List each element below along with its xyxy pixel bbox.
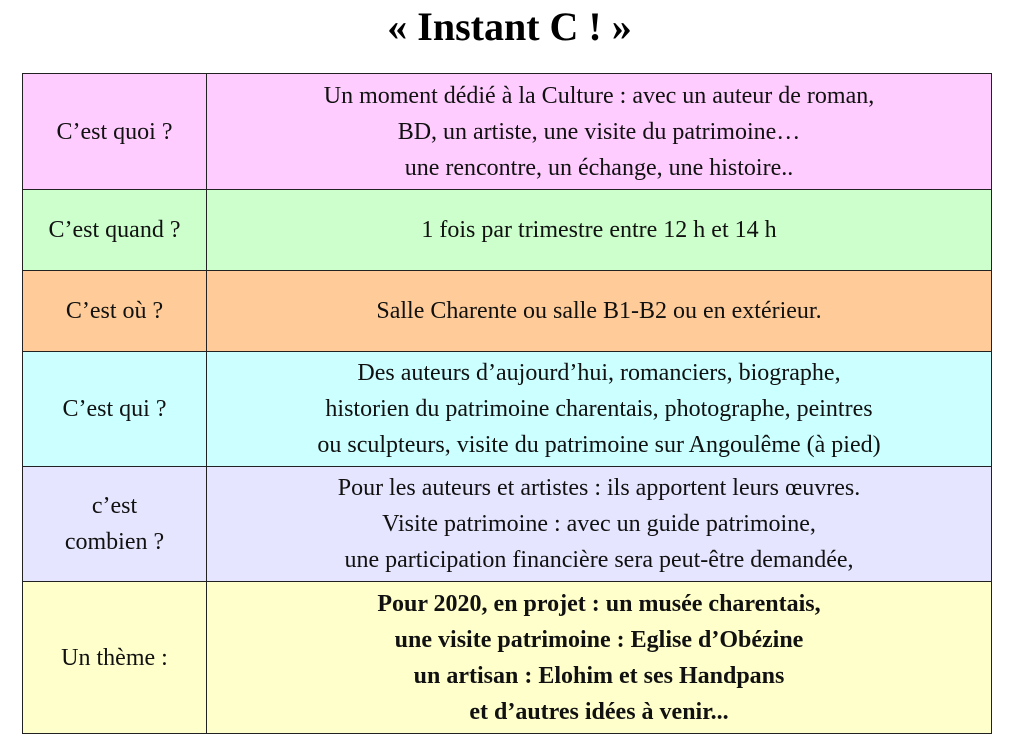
row-theme-value [207, 582, 992, 734]
row-when-value [207, 190, 992, 271]
row-where-value [207, 271, 992, 352]
row-when-label: C’est quand ? [23, 190, 207, 271]
text-line: un artisan : Elohim et ses Handpans [413, 662, 785, 689]
text-line: BD, un artiste, une visite du patrimoine… [397, 118, 801, 145]
text-line: et d’autres idées à venir... [469, 698, 729, 725]
row-who-value [207, 352, 992, 467]
text-line: Salle Charente ou salle B1-B2 ou en extérieur. [376, 298, 822, 324]
row-where-label: C’est où ? [23, 271, 207, 352]
row-what [23, 74, 992, 190]
text-line: historien du patrimoine charentais, photographe, peintres [325, 396, 873, 422]
text-line: une participation financière sera peut-être demandée, [344, 547, 854, 573]
text-line: Des auteurs d’aujourd’hui, romanciers, biographe, [357, 360, 841, 386]
row-cost [23, 467, 992, 582]
info-table [22, 73, 992, 734]
label-line: c’est [91, 493, 138, 519]
row-what-label: C’est quoi ? [23, 74, 207, 190]
row-who [23, 352, 992, 467]
text-line: ou sculpteurs, visite du patrimoine sur Angoulême (à pied) [317, 432, 881, 458]
text-line: une rencontre, un échange, une histoire.. [404, 154, 794, 181]
row-where [23, 271, 992, 352]
text-line: Un moment dédié à la Culture : avec un auteur de roman, [323, 82, 875, 109]
row-when [23, 190, 992, 271]
row-what-value [207, 74, 992, 190]
row-cost-value [207, 467, 992, 582]
row-theme [23, 582, 992, 734]
text-line: Pour 2020, en projet : un musée charentais, [377, 590, 821, 617]
text-line: Visite patrimoine : avec un guide patrimoine, [382, 511, 816, 537]
text-line: Pour les auteurs et artistes : ils apportent leurs œuvres. [337, 475, 861, 501]
row-who-label: C’est qui ? [23, 352, 207, 467]
text-line: une visite patrimoine : Eglise d’Obézine [394, 626, 804, 653]
row-theme-label: Un thème : [23, 582, 207, 734]
label-line: combien ? [64, 529, 165, 555]
row-cost-label [23, 467, 207, 582]
page-title: « Instant C ! » [387, 4, 632, 49]
text-line: 1 fois par trimestre entre 12 h et 14 h [421, 217, 777, 243]
